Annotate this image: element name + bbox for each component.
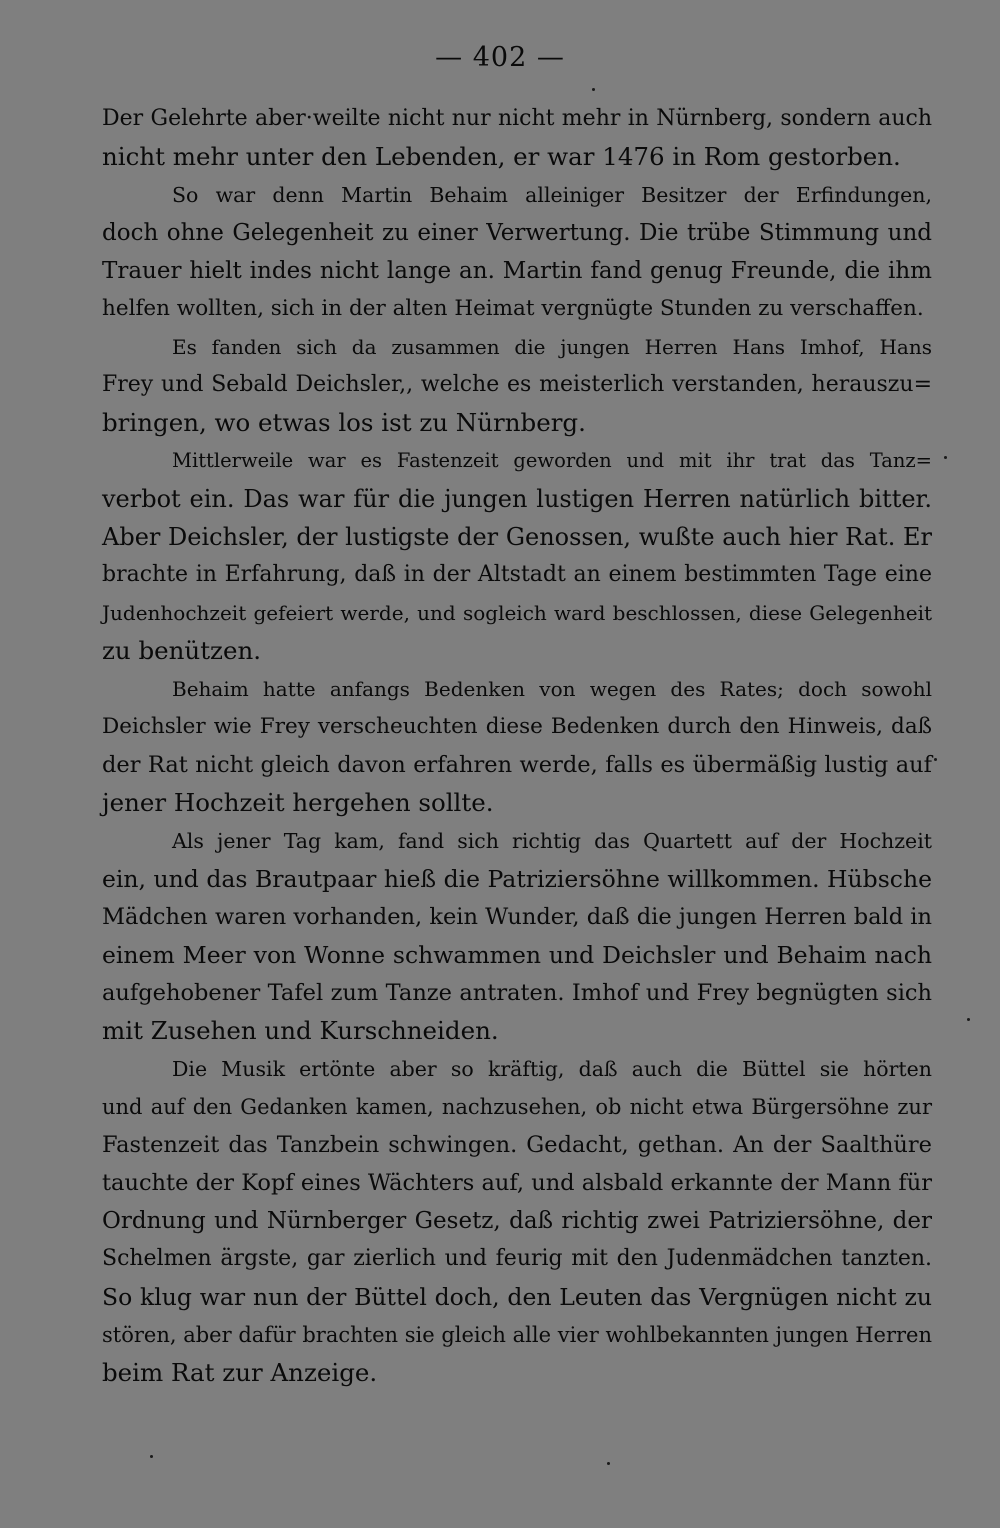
print-speck xyxy=(150,1455,153,1458)
page-number: — 402 — xyxy=(435,42,565,73)
text-line: zu benützen. xyxy=(102,636,262,665)
text-line: nicht mehr unter den Lebenden, er war 1476 in Rom gestorben. xyxy=(102,142,901,171)
text-line: Der Gelehrte aber·weilte nicht nur nicht mehr in Nürnberg, sondern auch xyxy=(102,106,932,131)
print-speck xyxy=(944,456,947,459)
text-line: brachte in Erfahrung, daß in der Altstadt an einem bestimmten Tage eine xyxy=(102,562,932,587)
text-line: Deichsler wie Frey verscheuchten diese Bedenken durch den Hinweis, daß xyxy=(102,714,932,739)
text-line: Trauer hielt indes nicht lange an. Martin fand genug Freunde, die ihm xyxy=(102,258,932,284)
text-line: der Rat nicht gleich davon erfahren werde, falls es übermäßig lustig auf xyxy=(102,752,932,778)
text-line: So klug war nun der Büttel doch, den Leuten das Vergnügen nicht zu xyxy=(102,1283,932,1311)
text-line: aufgehobener Tafel zum Tanze antraten. Imhof und Frey begnügten sich xyxy=(102,980,932,1006)
text-line: stören, aber dafür brachten sie gleich alle vier wohlbekannten jungen Herren xyxy=(102,1323,932,1347)
text-line: Behaim hatte anfangs Bedenken von wegen des Rates; doch sowohl xyxy=(172,677,932,701)
text-line: verbot ein. Das war für die jungen lustigen Herren natürlich bitter. xyxy=(102,485,932,513)
text-line: Aber Deichsler, der lustigste der Genossen, wußte auch hier Rat. Er xyxy=(102,523,932,551)
text-line: So war denn Martin Behaim alleiniger Besitzer der Erfindungen, xyxy=(172,183,932,207)
text-line: beim Rat zur Anzeige. xyxy=(102,1358,378,1387)
text-line: doch ohne Gelegenheit zu einer Verwertung. Die trübe Stimmung und xyxy=(102,220,932,246)
print-speck xyxy=(592,88,595,91)
text-line: Mittlerweile war es Fastenzeit geworden und mit ihr trat das Tanz= xyxy=(172,449,932,472)
text-line: ein, und das Brautpaar hieß die Patriziersöhne willkommen. Hübsche xyxy=(102,865,932,893)
text-line: Mädchen waren vorhanden, kein Wunder, daß die jungen Herren bald in xyxy=(102,904,932,930)
text-line: und auf den Gedanken kamen, nachzusehen, ob nicht etwa Bürgersöhne zur xyxy=(102,1095,932,1119)
text-line: Judenhochzeit gefeiert werde, und sogleich ward beschlossen, diese Gelegenheit xyxy=(102,601,932,625)
text-line: Die Musik ertönte aber so kräftig, daß auch die Büttel sie hörten xyxy=(172,1057,932,1081)
text-line: tauchte der Kopf eines Wächters auf, und alsbald erkannte der Mann für xyxy=(102,1170,932,1196)
text-line: Schelmen ärgste, gar zierlich und feurig mit den Judenmädchen tanzten. xyxy=(102,1246,932,1271)
text-line: einem Meer von Wonne schwammen und Deichsler und Behaim nach xyxy=(102,941,932,969)
text-line: Fastenzeit das Tanzbein schwingen. Gedacht, gethan. An der Saalthüre xyxy=(102,1132,932,1158)
print-speck xyxy=(967,1018,970,1021)
body-text xyxy=(102,100,932,1392)
text-line: jener Hochzeit hergehen sollte. xyxy=(102,788,494,817)
print-speck xyxy=(607,1462,610,1465)
text-line: Frey und Sebald Deichsler,, welche es meisterlich verstanden, herauszu= xyxy=(102,372,932,397)
text-line: Ordnung und Nürnberger Gesetz, daß richtig zwei Patriziersöhne, der xyxy=(102,1208,932,1234)
text-line: Als jener Tag kam, fand sich richtig das Quartett auf der Hochzeit xyxy=(172,829,932,853)
text-line: mit Zusehen und Kurschneiden. xyxy=(102,1016,499,1045)
text-line: helfen wollten, sich in der alten Heimat vergnügte Stunden zu verschaffen. xyxy=(102,296,924,321)
text-line: bringen, wo etwas los ist zu Nürnberg. xyxy=(102,408,586,437)
text-line: Es fanden sich da zusammen die jungen Herren Hans Imhof, Hans xyxy=(172,335,932,359)
print-speck xyxy=(934,758,937,761)
